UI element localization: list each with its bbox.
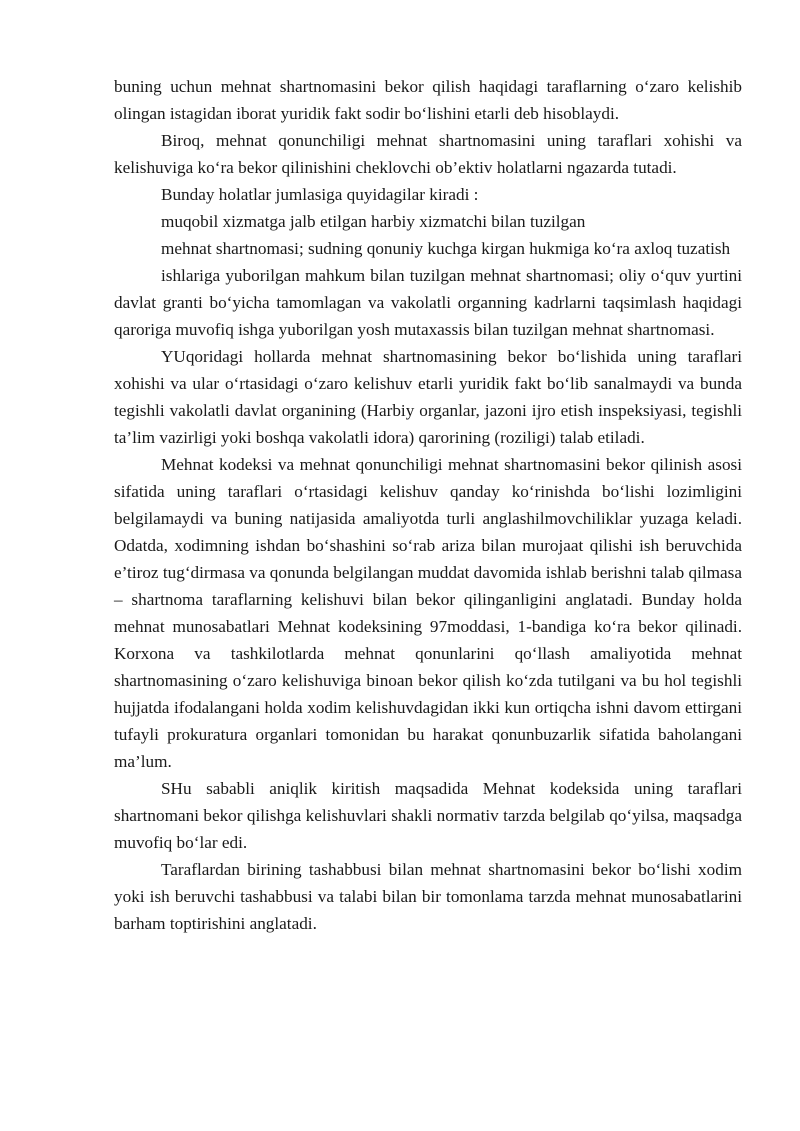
- paragraph: muqobil xizmatga jalb etilgan harbiy xizmatchi bilan tuzilgan: [161, 212, 586, 231]
- paragraph: mehnat shartnomasi; sudning qonuniy kuchga kirgan hukmiga ko‘ra axloq tuzatish: [161, 239, 731, 258]
- paragraph: ishlariga yuborilgan mahkum bilan tuzilgan mehnat shartnomasi; oliy o‘quv yurtini davlat granti bo‘yicha tamomlagan va vakolatli organning kadrlarni taqsimlash haqidagi qaroriga muvofiq ishga yuborilgan yosh mutaxassis bilan tuzilgan mehnat shartnomasi.: [114, 266, 742, 339]
- paragraph: Biroq, mehnat qonunchiligi mehnat shartnomasini uning taraflari xohishi va kelishuviga ko‘ra bekor qilinishini cheklovchi ob’ektiv holatlarni ngazarda tutadi.: [114, 131, 742, 177]
- paragraph: Bunday holatlar jumlasiga quyidagilar kiradi :: [161, 185, 479, 204]
- paragraph: Mehnat kodeksi va mehnat qonunchiligi mehnat shartnomasini bekor qilinish asosi sifatida uning taraflari o‘rtasidagi kelishuv qanday ko‘rinishda bo‘lishi lozimligini belgilamaydi va buning natijasida amaliyotda turli anglashilmovchiliklar yuzaga keladi. Odatda, xodimning ishdan bo‘shashini so‘rab ariza bilan murojaat qilishi ish beruvchida e’tiroz tug‘dirmasa va qonunda belgilangan muddat davomida ishlab berishni talab qilmasa – shartnoma taraflarning kelishuvi bilan bekor qilinganligini anglatadi. Bunday holda mehnat munosabatlari Mehnat kodeksining 97moddasi, 1-bandiga ko‘ra bekor qilinadi. Korxona va tashkilotlarda mehnat qonunlarini qo‘llash amaliyotida mehnat shartnomasining o‘zaro kelishuviga binoan bekor qilish ko‘zda tutilgani va bu hol tegishli hujjatda ifodalangani holda xodim kelishuvdagidan ikki kun ortiqcha ishni davom ettirgani tufayli prokuratura organlari tomonidan bu harakat qonunbuzarlik sifatida baholangani ma’lum.: [114, 455, 742, 771]
- document-body: [114, 73, 742, 937]
- paragraph: Taraflardan birining tashabbusi bilan mehnat shartnomasini bekor bo‘lishi xodim yoki ish beruvchi tashabbusi va talabi bilan bir tomonlama tarzda mehnat munosabatlarini barham toptirishini anglatadi.: [114, 860, 742, 933]
- paragraph: YUqoridagi hollarda mehnat shartnomasining bekor bo‘lishida uning taraflari xohishi va ular o‘rtasidagi o‘zaro kelishuv etarli yuridik fakt bo‘lib sanalmaydi va bunda tegishli vakolatli davlat organining (Harbiy organlar, jazoni ijro etish inspeksiyasi, tegishli ta’lim vazirligi yoki boshqa vakolatli idora) qarorining (roziligi) talab etiladi.: [114, 347, 742, 447]
- paragraph: buning uchun mehnat shartnomasini bekor qilish haqidagi taraflarning o‘zaro kelishib olingan istagidan iborat yuridik fakt sodir bo‘lishini etarli deb hisoblaydi.: [114, 77, 742, 123]
- paragraph: SHu sababli aniqlik kiritish maqsadida Mehnat kodeksida uning taraflari shartnomani bekor qilishga kelishuvlari shakli normativ tarzda belgilab qo‘yilsa, maqsadga muvofiq bo‘lar edi.: [114, 779, 742, 852]
